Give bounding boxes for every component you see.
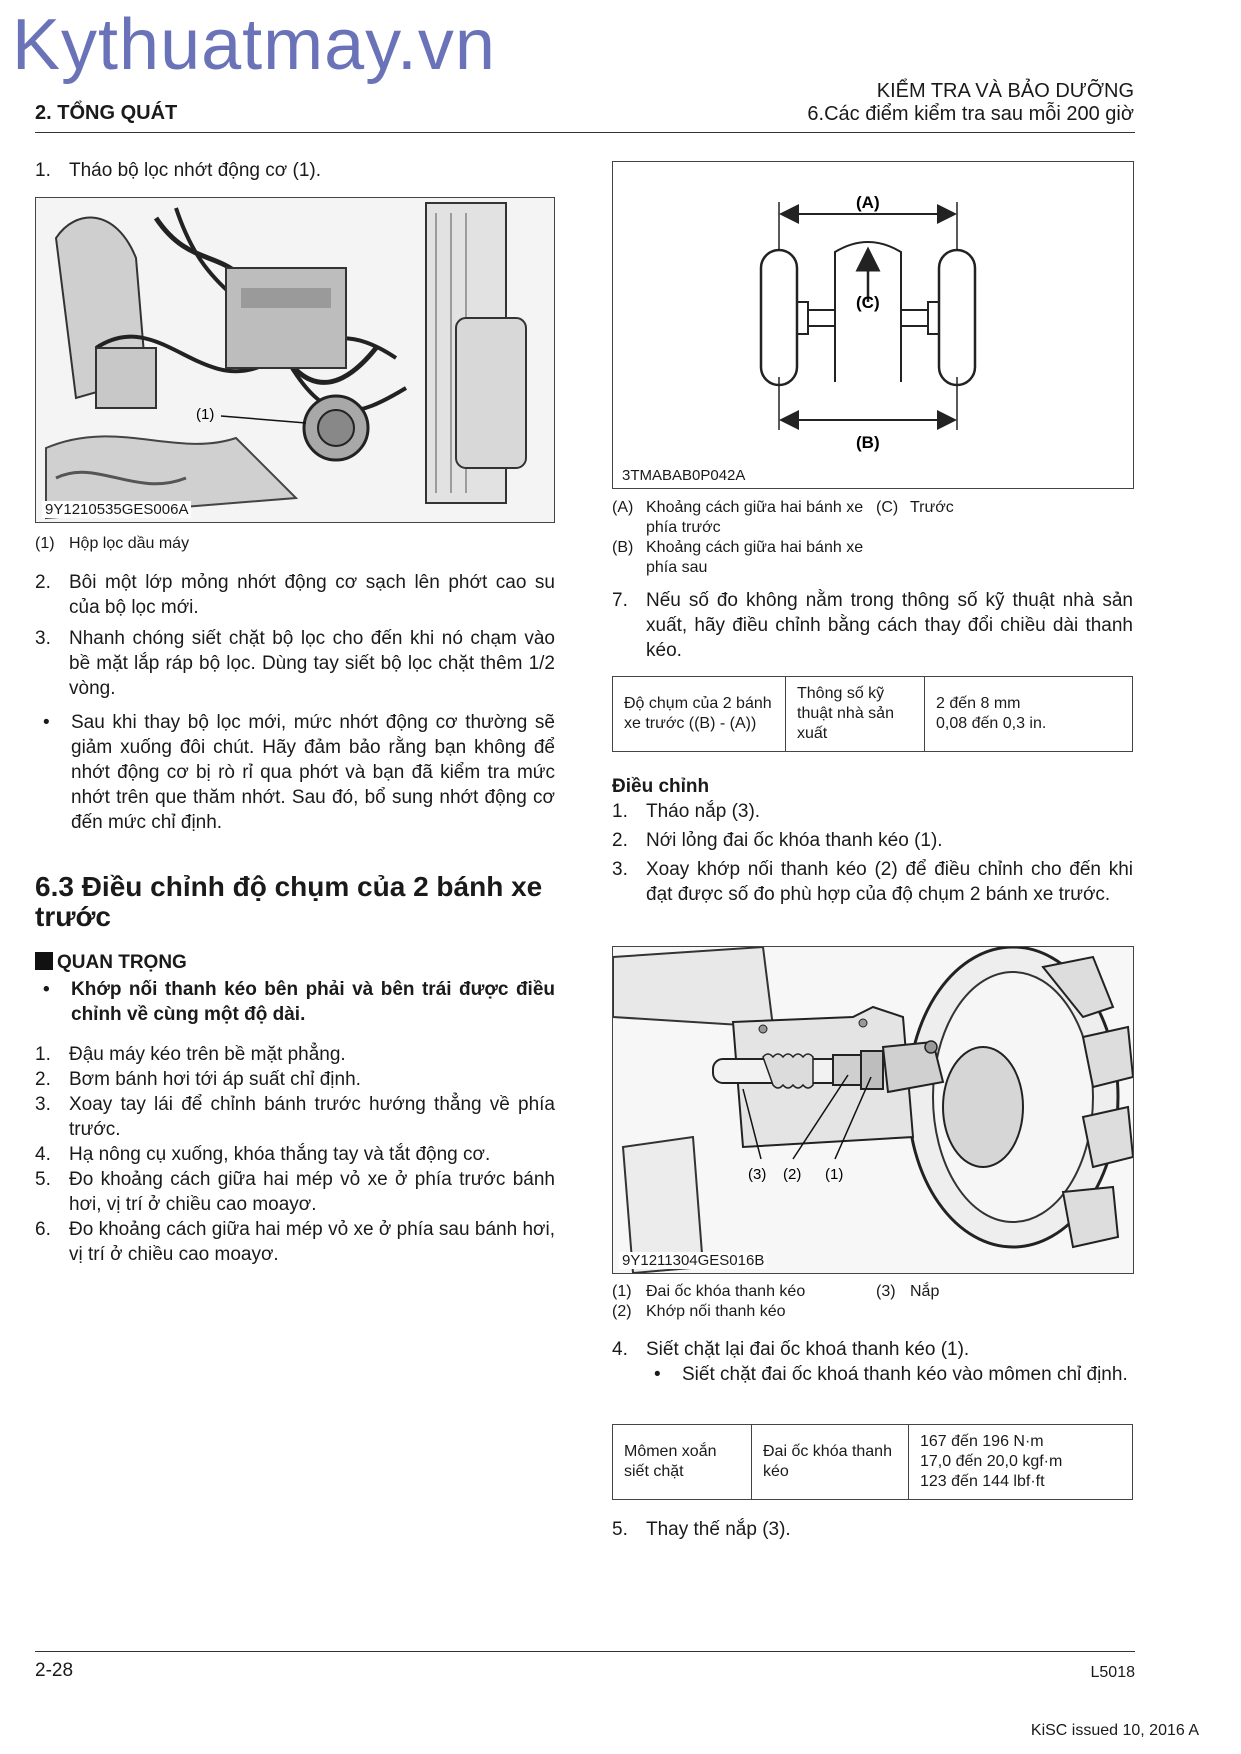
important-label: [35, 952, 187, 974]
list-item: [612, 799, 1133, 824]
step-number: 1.: [35, 160, 51, 181]
step-text: Bơm bánh hơi tới áp suất chỉ định.: [69, 1069, 361, 1090]
important-bullet: [35, 977, 555, 1027]
caption-text: Khoảng cách giữa hai bánh xe phía trước: [646, 499, 864, 536]
caption-key: (3): [876, 1283, 896, 1300]
step-number: 5.: [35, 1169, 51, 1190]
fig1-callout-1: (1): [196, 406, 215, 423]
important-text: QUAN TRỌNG: [57, 952, 187, 973]
step-number: 1.: [35, 1044, 51, 1065]
left-steps-a: [35, 570, 555, 707]
step-text: Đậu máy kéo trên bề mặt phẳng.: [69, 1044, 346, 1065]
header-rule: [35, 132, 1135, 133]
subchapter-title: 6.Các điểm kiểm tra sau mỗi 200 giờ: [807, 103, 1134, 125]
step-4: [612, 1337, 1133, 1387]
step-number: 3.: [612, 859, 628, 880]
spec-part: Đai ốc khóa thanh kéo: [752, 1425, 909, 1500]
bullet-mark: •: [43, 712, 50, 733]
left-step-1: [35, 158, 555, 189]
bullet-text: Siết chặt đai ốc khoá thanh kéo vào mômen chỉ định.: [682, 1364, 1128, 1385]
section-title: 6.3 Điều chỉnh độ chụm của 2 bánh xe trước: [35, 871, 543, 932]
step-text: Nhanh chóng siết chặt bộ lọc cho đến khi nó chạm vào bề mặt lắp ráp bộ lọc. Dùng tay siết bộ lọc chặt thêm 1/2 vòng.: [69, 628, 555, 699]
caption-key: (C): [876, 499, 899, 516]
issued-note: KiSC issued 10, 2016 A: [1030, 1722, 1199, 1739]
caption-key: (B): [612, 539, 634, 556]
engine-oil-filter-photo: [35, 197, 555, 523]
spec-value-in: 0,08 đến 0,3 in.: [936, 715, 1047, 732]
step-text: Nếu số đo không nằm trong thông số kỹ thuật nhà sản xuất, hãy điều chỉnh bằng cách thay đổi chiều dài thanh kéo.: [646, 590, 1133, 661]
caption-key: (1): [35, 535, 55, 552]
step-text: Đo khoảng cách giữa hai mép vỏ xe ở phía trước bánh hơi, vị trí ở chiều cao moayơ.: [69, 1169, 555, 1215]
engine-illustration: [36, 198, 554, 522]
caption-text: Đai ốc khóa thanh kéo: [646, 1283, 806, 1300]
list-item: [612, 828, 1133, 853]
adjust-title: Điều chỉnh: [612, 776, 710, 797]
spec-value: [909, 1425, 1133, 1500]
label-b: (B): [856, 433, 880, 452]
step-number: 2.: [35, 572, 51, 593]
section-heading: 2. TỔNG QUÁT: [35, 102, 178, 124]
list-item: [35, 1142, 555, 1167]
step-number: 7.: [612, 590, 628, 611]
step-text: Đo khoảng cách giữa hai mép vỏ xe ở phía sau bánh hơi, vị trí ở chiều cao moayơ.: [69, 1219, 555, 1265]
step-number: 5.: [612, 1519, 628, 1540]
step-number: 2.: [35, 1069, 51, 1090]
note-text: Sau khi thay bộ lọc mới, mức nhớt động cơ thường sẽ giảm xuống đôi chút. Hãy đảm bảo rằng bạn không để nhớt động cơ bị rò rỉ qua phớt và bạn đã kiểm tra mức nhớt trên que thăm nhớt. Sau đó, bổ sung nhớt động cơ đến mức chỉ định.: [71, 712, 555, 833]
fig3-callout-2: (2): [783, 1166, 802, 1183]
chapter-header: [807, 80, 1134, 126]
step-number: 4.: [35, 1144, 51, 1165]
model-code: L5018: [1090, 1664, 1135, 1681]
list-item: [35, 1067, 555, 1092]
caption-text: Khớp nối thanh kéo: [646, 1303, 786, 1320]
step-text: Tháo nắp (3).: [646, 801, 761, 822]
square-icon: [35, 952, 53, 970]
caption-key: (2): [612, 1303, 632, 1320]
list-item: [35, 1042, 555, 1067]
spec-value-mm: 2 đến 8 mm: [936, 695, 1021, 712]
label-a: (A): [856, 193, 880, 212]
watermark-logo: Kythuatmay.vn: [12, 5, 496, 85]
bullet-mark: •: [43, 979, 50, 1000]
fig1-caption: [35, 534, 555, 554]
list-item: [612, 857, 1133, 907]
figure-code: 9Y1210535GES006A: [42, 501, 191, 518]
step-number: 1.: [612, 801, 628, 822]
step-text: Nới lỏng đai ốc khóa thanh kéo (1).: [646, 830, 943, 851]
caption-key: (A): [612, 499, 634, 516]
step-text: Xoay khớp nối thanh kéo (2) để điều chỉnh cho đến khi đạt được số đo phù hợp của độ chụm 2 bánh xe trước.: [646, 859, 1133, 905]
fig3-caption-left: [612, 1282, 872, 1322]
spec-label: Độ chụm của 2 bánh xe trước ((B) - (A)): [613, 677, 786, 752]
step-text: Thay thế nắp (3).: [646, 1519, 791, 1540]
toe-in-spec-table: [612, 676, 1133, 752]
torque-spec-table: [612, 1424, 1133, 1500]
chapter-title: KIỂM TRA VÀ BẢO DƯỠNG: [876, 80, 1134, 102]
step-7: [612, 588, 1133, 669]
figure-code: 9Y1211304GES016B: [619, 1252, 767, 1269]
figure-code: 3TMABAB0P042A: [619, 467, 748, 484]
step-number: 6.: [35, 1219, 51, 1240]
toe-in-diagram: [612, 161, 1134, 489]
spec-source: Thông số kỹ thuật nhà sản xuất: [786, 677, 925, 752]
wheel-diagram: [613, 162, 1133, 488]
caption-text: Hộp lọc dầu máy: [69, 535, 190, 552]
spec-value-kgfm: 17,0 đến 20,0 kgf·m: [920, 1453, 1063, 1470]
spec-value: [925, 677, 1133, 752]
spec-label: Mômen xoắn siết chặt: [613, 1425, 752, 1500]
footer-rule: [35, 1651, 1135, 1652]
page-number: 2-28: [35, 1660, 74, 1681]
fig2-caption-left: [612, 498, 872, 578]
important-bullet-text: Khớp nối thanh kéo bên phải và bên trái được điều chỉnh về cùng một độ dài.: [71, 979, 555, 1025]
left-steps-b: [35, 1042, 555, 1267]
step-text: Siết chặt lại đai ốc khoá thanh kéo (1).: [646, 1339, 970, 1360]
fig3-caption-right: [876, 1282, 1076, 1302]
fig2-caption-right: [876, 498, 1076, 518]
caption-key: (1): [612, 1283, 632, 1300]
tie-rod-illustration: [613, 947, 1133, 1273]
step-text: Bôi một lớp mỏng nhớt động cơ sạch lên phớt cao su của bộ lọc mới.: [69, 572, 555, 618]
step-text: Tháo bộ lọc nhớt động cơ (1).: [69, 160, 322, 181]
list-item: [35, 626, 555, 701]
step-number: 3.: [35, 1094, 51, 1115]
step-text: Xoay tay lái để chỉnh bánh trước hướng thẳng về phía trước.: [69, 1094, 555, 1140]
note-bullet: [35, 710, 555, 835]
step-5: [612, 1517, 1133, 1548]
list-item: [35, 1167, 555, 1217]
step-number: 4.: [612, 1339, 628, 1360]
step-number: 2.: [612, 830, 628, 851]
step-text: Hạ nông cụ xuống, khóa thắng tay và tắt động cơ.: [69, 1144, 491, 1165]
list-item: [35, 570, 555, 620]
caption-text: Nắp: [910, 1283, 940, 1300]
spec-value-nm: 167 đến 196 N·m: [920, 1433, 1044, 1450]
list-item: [35, 1217, 555, 1267]
spec-value-lbfft: 123 đến 144 lbf·ft: [920, 1473, 1045, 1490]
caption-text: Trước: [910, 499, 954, 516]
list-item: [35, 1092, 555, 1142]
bullet-mark: •: [654, 1364, 661, 1385]
caption-text: Khoảng cách giữa hai bánh xe phía sau: [646, 539, 864, 576]
label-c: (C): [856, 293, 880, 312]
fig3-callout-3: (3): [748, 1166, 767, 1183]
tie-rod-photo: [612, 946, 1134, 1274]
adjust-steps: [612, 799, 1133, 907]
fig3-callout-1: (1): [825, 1166, 844, 1183]
step-number: 3.: [35, 628, 51, 649]
